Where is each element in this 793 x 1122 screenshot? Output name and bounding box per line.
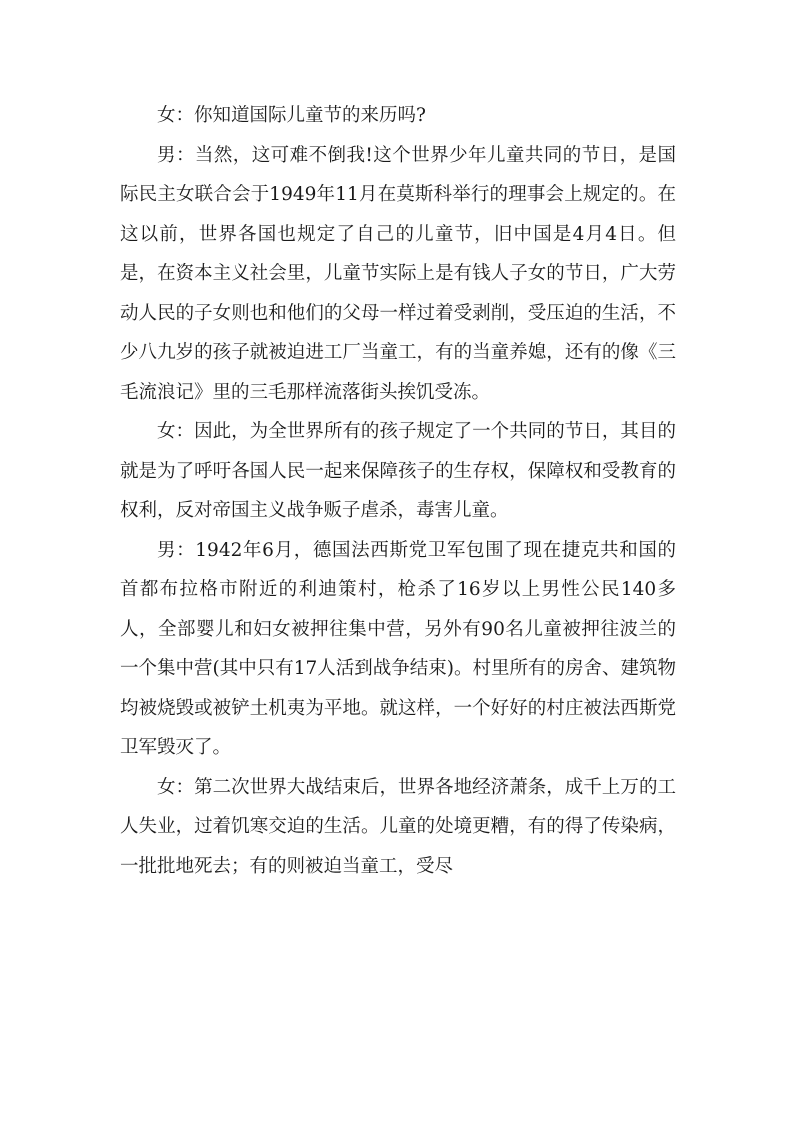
- paragraph-4: 男：1942年6月，德国法西斯党卫军包围了现在捷克共和国的首都布拉格市附近的利迪策村，枪杀了16岁以上男性公民140多人，全部婴儿和妇女被押往集中营，另外有90名儿童被押往波兰的一个集中营(其中只有17人活到战争结束)。村里所有的房舍、建筑物均被烧毁或被铲土机夷为平地。就这样，一个好好的村庄被法西斯党卫军毁灭了。: [120, 539, 676, 758]
- paragraph-5: 女：第二次世界大战结束后，世界各地经济萧条，成千上万的工人失业，过着饥寒交迫的生活。儿童的处境更糟，有的得了传染病，一批批地死去；有的则被迫当童工，受尽: [120, 776, 676, 877]
- dialogue-text: [120, 96, 676, 886]
- paragraph-3: 女：因此，为全世界所有的孩子规定了一个共同的节日，其目的就是为了呼吁各国人民一起来保障孩子的生存权，保障权和受教育的权利，反对帝国主义战争贩子虐杀，毒害儿童。: [120, 421, 676, 521]
- paragraph-2: 男：当然，这可难不倒我!这个世界少年儿童共同的节日，是国际民主女联合会于1949年11月在莫斯科举行的理事会上规定的。在这以前，世界各国也规定了自己的儿童节，旧中国是4月4日。但是，在资本主义社会里，儿童节实际上是有钱人子女的节日，广大劳动人民的子女则也和他们的父母一样过着受剥削，受压迫的生活，不少八九岁的孩子就被迫进工厂当童工，有的当童养媳，还有的像《三毛流浪记》里的三毛那样流落街头挨饥受冻。: [120, 144, 676, 403]
- paragraph-1: 女：你知道国际儿童节的来历吗?: [157, 105, 426, 126]
